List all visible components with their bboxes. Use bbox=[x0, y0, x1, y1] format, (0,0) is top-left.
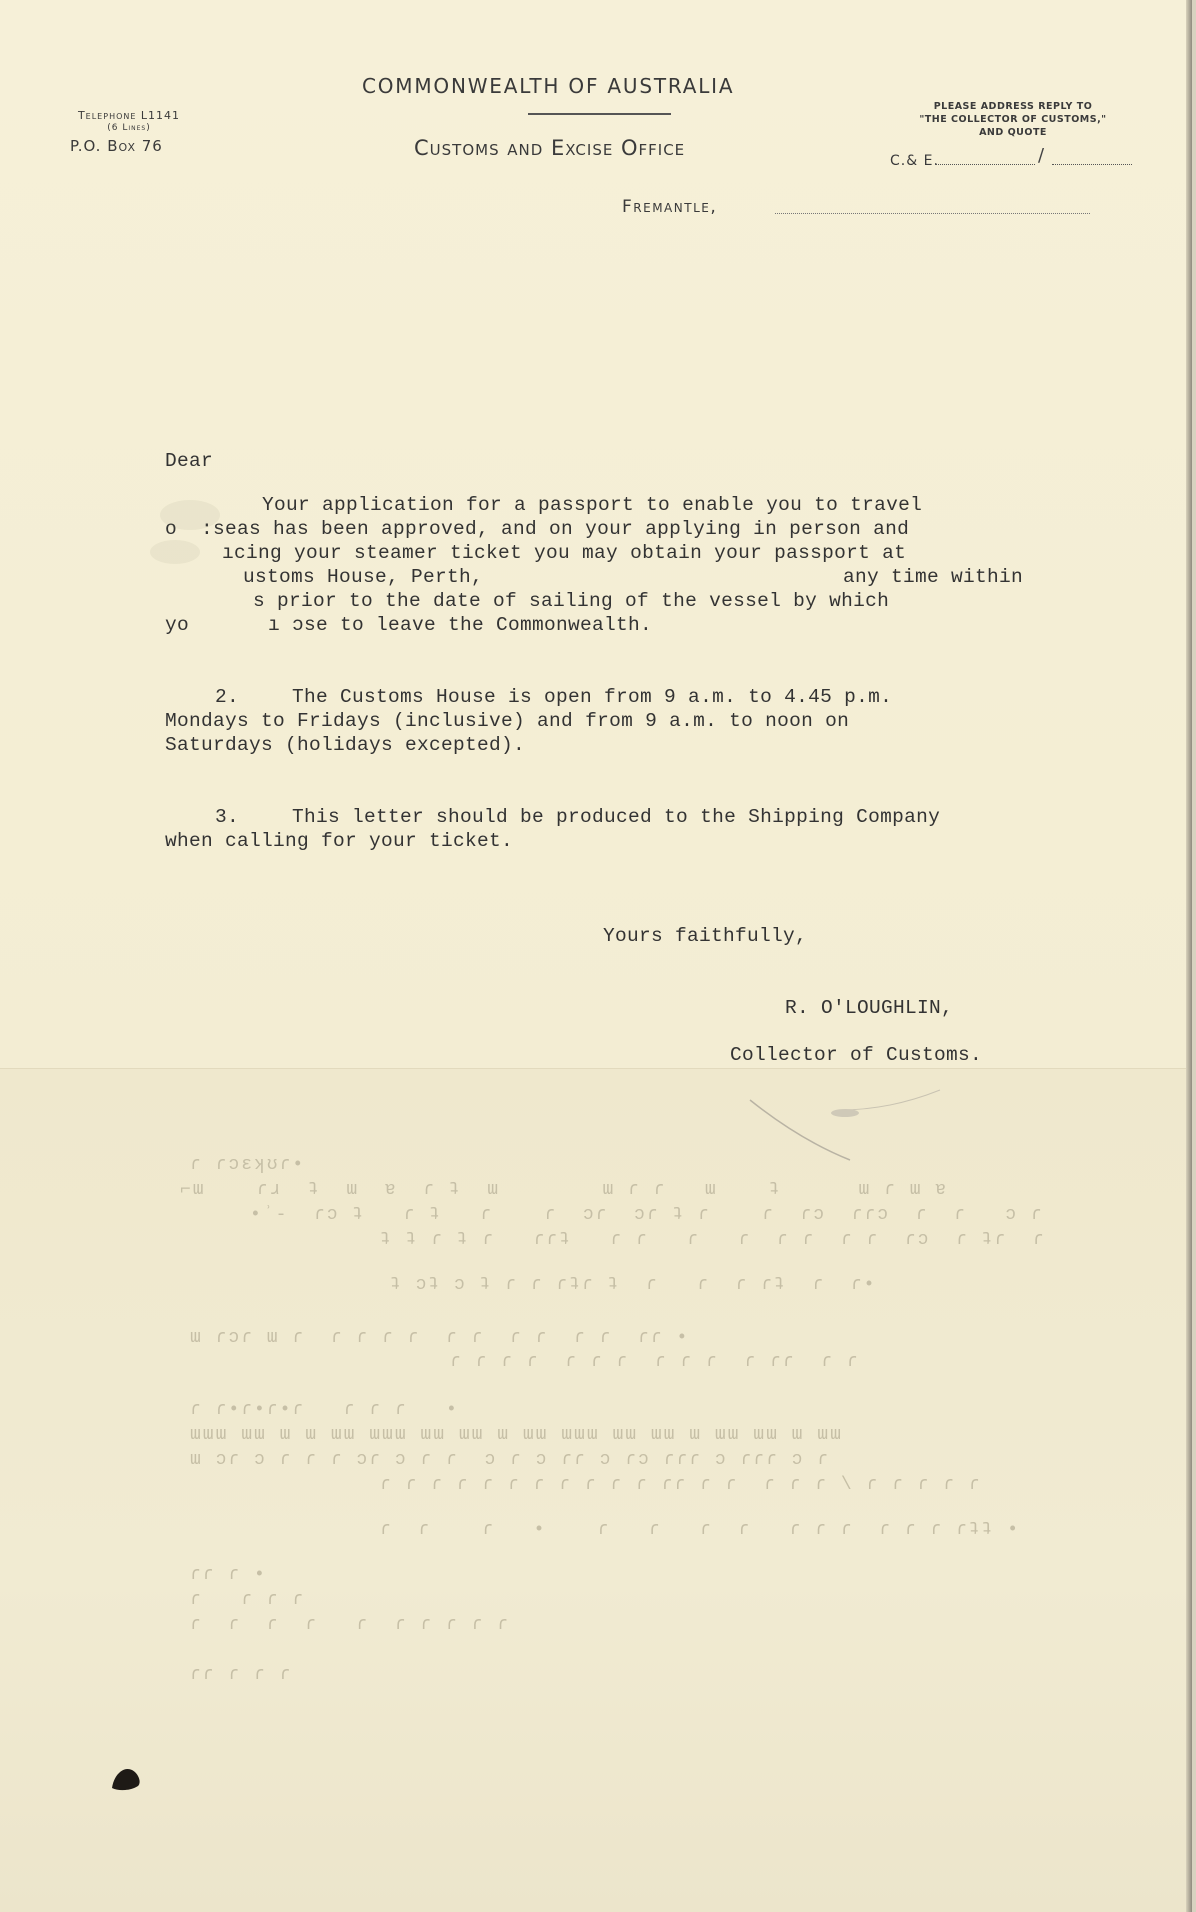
telephone-number: Telephone L1141 bbox=[77, 109, 181, 122]
ghost-text-13: ɾɾ ɾ • bbox=[190, 1565, 267, 1585]
ghost-text-2: ⌐ɯ ɾɹ ʇ ɯ ɐ ɾ ʇ ɯ ɯ ɾ ɾ ɯ ʇ ɯ ɾ ɯ ɐ bbox=[180, 1180, 949, 1200]
para1-line-4a: ustoms House, Perth, bbox=[243, 566, 484, 588]
ghost-text-10: ɯ ɔɾ ɔ ɾ ɾ ɾ ɔɾ ɔ ɾ ɾ ɔ ɾ ɔ ɾɾ ɔ ɾɔ ɾɾɾ ɔ ɾɾɾ ɔ ɾ bbox=[190, 1450, 831, 1470]
ghost-text-8: ɾ ɾ•ɾ•ɾ•ɾ ɾ ɾ ɾ • bbox=[190, 1400, 459, 1420]
para2-number: 2. bbox=[215, 686, 240, 708]
para3-line-1: This letter should be produced to the Shipping Company bbox=[292, 806, 941, 828]
reply-line-3: AND QUOTE bbox=[979, 127, 1047, 138]
para2-line-3: Saturdays (holidays excepted). bbox=[165, 734, 526, 756]
para1-line-3: ıcing your steamer ticket you may obtain your passport at bbox=[222, 542, 907, 564]
ghost-text-6: ɯ ɾɔɾ ɯ ɾ ɾ ɾ ɾ ɾ ɾ ɾ ɾ ɾ ɾ ɾ ɾɾ • bbox=[190, 1328, 690, 1348]
letterhead-rule bbox=[528, 113, 671, 115]
page-edge-shadow bbox=[1186, 0, 1192, 1912]
smudge-1 bbox=[160, 500, 220, 530]
ghost-text-4: ʇ ʇ ɾ ʇ ɾ ɾɾʇ ɾ ɾ ɾ ɾ ɾ ɾ ɾ ɾ ɾɔ ɾ ʇɾ ɾ bbox=[380, 1230, 1046, 1250]
reference-slash: / bbox=[1038, 145, 1045, 166]
ghost-text-7: ɾ ɾ ɾ ɾ ɾ ɾ ɾ ɾ ɾ ɾ ɾ ɾɾ ɾ ɾ bbox=[450, 1352, 860, 1372]
ghost-text-14: ɾ ɾ ɾ ɾ bbox=[190, 1590, 306, 1610]
date-field-line bbox=[775, 213, 1090, 214]
ghost-text-5: ʇ ɔʇ ɔ ʇ ɾ ɾ ɾʇɾ ʇ ɾ ɾ ɾ ɾʇ ɾ ɾ• bbox=[390, 1275, 877, 1295]
letterhead-subtitle: Customs and Excise Office bbox=[414, 136, 686, 160]
para3-number: 3. bbox=[215, 806, 240, 828]
ink-blot bbox=[108, 1760, 148, 1796]
ghost-text-15: ɾ ɾ ɾ ɾ ɾ ɾ ɾ ɾ ɾ ɾ bbox=[190, 1615, 511, 1635]
para1-line-1: Your application for a passport to enable you to travel bbox=[262, 494, 923, 516]
ghost-text-11: ɾ ɾ ɾ ɾ ɾ ɾ ɾ ɾ ɾ ɾ ɾ ɾɾ ɾ ɾ ɾ ɾ ɾ \ ɾ ɾ ɾ ɾ ɾ bbox=[380, 1475, 982, 1495]
para1-line-6b: ı ɔse to leave the Commonwealth. bbox=[268, 614, 653, 636]
para1-line-4b: any time within bbox=[843, 566, 1024, 588]
ghost-text-1: ɾ ɾɔɛʞʊɾ• bbox=[190, 1155, 306, 1175]
para1-line-5: s prior to the date of sailing of the vessel by which bbox=[253, 590, 890, 612]
letterhead-title: COMMONWEALTH OF AUSTRALIA bbox=[362, 74, 735, 98]
telephone-lines: (6 Lines) bbox=[107, 123, 151, 133]
reference-label: C.& E. bbox=[890, 153, 939, 169]
reply-instructions bbox=[898, 100, 1128, 139]
para1-line-6a: yo bbox=[165, 614, 190, 636]
place-label: Fremantle, bbox=[622, 197, 718, 217]
signatory-title-clip bbox=[730, 1040, 1060, 1064]
salutation: Dear bbox=[165, 450, 214, 472]
smudge-2 bbox=[150, 540, 200, 564]
para1-line-2: o :seas has been approved, and on your applying in person and bbox=[165, 518, 910, 540]
reply-line-2: "THE COLLECTOR OF CUSTOMS," bbox=[919, 114, 1107, 125]
ghost-text-12: ɾ ɾ ɾ • ɾ ɾ ɾ ɾ ɾ ɾ ɾ ɾ ɾ ɾ ɾʇʇ • bbox=[380, 1520, 1021, 1540]
para2-line-1: The Customs House is open from 9 a.m. to 4.45 p.m. bbox=[292, 686, 893, 708]
reference-field-2 bbox=[1052, 164, 1132, 165]
signatory-name: R. O'LOUGHLIN, bbox=[785, 997, 954, 1019]
ghost-text-16: ɾɾ ɾ ɾ ɾ bbox=[190, 1665, 293, 1685]
reply-line-1: PLEASE ADDRESS REPLY TO bbox=[933, 101, 1093, 112]
signatory-title: Collector of Customs. bbox=[730, 1044, 983, 1064]
ghost-text-9: ɯɯɯ ɯɯ ɯ ɯ ɯɯ ɯɯɯ ɯɯ ɯɯ ɯ ɯɯ ɯɯɯ ɯɯ ɯɯ ɯ ɯɯ ɯɯ ɯ ɯɯ bbox=[190, 1425, 843, 1445]
pencil-mark bbox=[740, 1080, 960, 1170]
po-box: P.O. Box 76 bbox=[70, 137, 163, 155]
para3-line-2: when calling for your ticket. bbox=[165, 830, 514, 852]
para2-line-2: Mondays to Fridays (inclusive) and from 9 a.m. to noon on bbox=[165, 710, 850, 732]
ghost-text-3: •ʾ- ɾɔ ʇ ɾ ʇ ɾ ɾ ɔɾ ɔɾ ʇ ɾ ɾ ɾɔ ɾɾɔ ɾ ɾ ɔ ɾ bbox=[250, 1205, 1044, 1225]
reference-field-1 bbox=[935, 164, 1035, 165]
closing: Yours faithfully, bbox=[603, 925, 808, 947]
telephone-block bbox=[64, 110, 194, 134]
